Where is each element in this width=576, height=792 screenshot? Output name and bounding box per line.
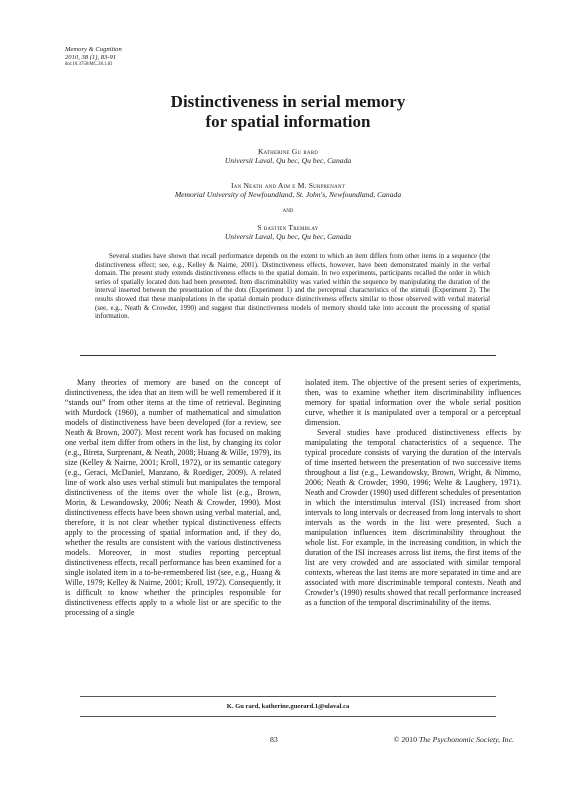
author-block-3 (0, 223, 576, 241)
footnote-contact: K. Gu rard, katherine.guerard.1@ulaval.ca (226, 703, 350, 710)
body-paragraph: isolated item. The objective of the present series of experiments, then, was to examine whether item discriminability influences memory for spatial information over the whole serial position curve, whether it is manipulated over a temporal or a perceptual dimension. (305, 378, 521, 427)
author-block-2 (0, 181, 576, 199)
body-column-left (65, 378, 281, 618)
body-paragraph: Many theories of memory are based on the concept of distinctiveness, the idea that an item will be well remembered if it “stands out” from other items at the time of retrieval. Beginning with Murdock (1960), a number of mathematical and simulation models of distinctiveness have been developed (for a review, see Neath & Brown, 2007). Most recent work has focused on making one verbal item differ from others in the list, by changing its color (e.g., Bireta, Surprenant, & Neath, 2008; Huang & Wille, 1979), its size (Kelley & Nairne, 2001; Kroll, 1972), or its semantic category (e.g., Geraci, McDaniel, Manzano, & Roediger, 2009). A related line of work also uses verbal stimuli but manipulates the temporal distinctiveness of the items over the whole list (e.g., Brown, Morin, & Lewandowsky, 2006; Neath & Crowder, 1990). Most distinctiveness effects have been shown using verbal material, and, therefore, it is not clear whether typical distinctiveness effects apply to the processing of spatial information and, if they do, whether the results are consistent with the various distinctiveness models. Moreover, in most studies reporting perceptual distinctiveness effects, recall performance has been examined for a single isolated item in a to-be-remembered list (see, e.g., Huang & Wille, 1979; Kelley & Nairne, 2001; Kroll, 1972). Consequently, it is difficult to know whether the principles responsible for distinctiveness effects apply to a whole list or are specific to the processing of a single (65, 378, 281, 617)
page-number: 83 (270, 735, 278, 744)
title-line-1: Distinctiveness in serial memory (170, 92, 406, 111)
footnote-rule-top (80, 696, 496, 697)
body-column-right (305, 378, 521, 608)
author-affiliation: Universit Laval, Qu bec, Qu bec, Canada (224, 156, 352, 165)
author-affiliation: Universit Laval, Qu bec, Qu bec, Canada (224, 232, 352, 241)
copyright-society: The Psychonomic Society, Inc. (418, 735, 514, 744)
journal-doi: doi:10.3758/MC.38.1.83 (65, 62, 113, 68)
journal-volume: 2010, 38 (1), 83-91 (65, 54, 117, 62)
author-name: S bastien Tremblay (257, 223, 319, 232)
body-paragraph: Several studies have produced distinctiveness effects by manipulating the temporal characteristics of a sequence. The typical procedure consists of varying the duration of the intervals of time inserted between the presentation of two successive items throughout a list (e.g., Lewandowsky, Brown, Wright, & Nimmo, 2006; Neath & Crowder, 1990, 1996; Welte & Laughery, 1971). Neath and Crowder (1990) used different schedules of presentation in which the interstimulus interval (ISI) increased from short intervals to long intervals or decreased from long intervals to short intervals as the words in the list were presented. Such a manipulation influences item discriminability throughout the whole list. For example, in the increasing condition, in which the duration of the ISI increases across list items, the first items of the list are very crowded and are associated with similar temporal contexts, whereas the last items are more separated in time and are associated with more discriminable temporal contexts. Neath and Crowder’s (1990) results showed that recall performance increased as a function of the temporal discriminability of the items. (305, 428, 521, 607)
footnote-rule-bottom (80, 716, 496, 717)
copyright-prefix: © 2010 (393, 735, 419, 744)
title-line-2: for spatial information (205, 112, 371, 131)
journal-header (65, 46, 122, 69)
and-label: and (282, 207, 294, 214)
abstract-divider (80, 355, 496, 356)
author-block-1 (0, 147, 576, 165)
article-title (0, 92, 576, 132)
copyright (394, 735, 514, 744)
author-name: Ian Neath and Aim e M. Surprenant (231, 181, 345, 190)
journal-name: Memory & Cognition (65, 46, 122, 53)
author-name: Katherine Gu rard (257, 147, 319, 156)
author-affiliation: Memorial University of Newfoundland, St. John's, Newfoundland, Canada (174, 190, 402, 199)
abstract: Several studies have shown that recall performance depends on the extent to which an item differs from other items in a sequence (the distinctiveness effect; see, e.g., Kelley & Nairne, 2001). Distinctiveness effects, however, have been demonstrated mainly in the verbal domain. The present study extends distinctiveness effects to the spatial domain. In two experiments, participants recalled the order in which series of spatially located dots had been presented. Item discriminability was varied within the sequence by manipulating the duration of the interval inserted between the presentation of the dots (Experiment 1) and the perceptual characteristics of the stimuli (Experiment 2). The results showed that these manipulations in the spatial domain produce distinctiveness effects similar to those observed with verbal material (see, e.g., Neath & Crowder, 1990) and suggest that distinctiveness models of memory should take into account the processing of spatial information. (95, 253, 490, 321)
